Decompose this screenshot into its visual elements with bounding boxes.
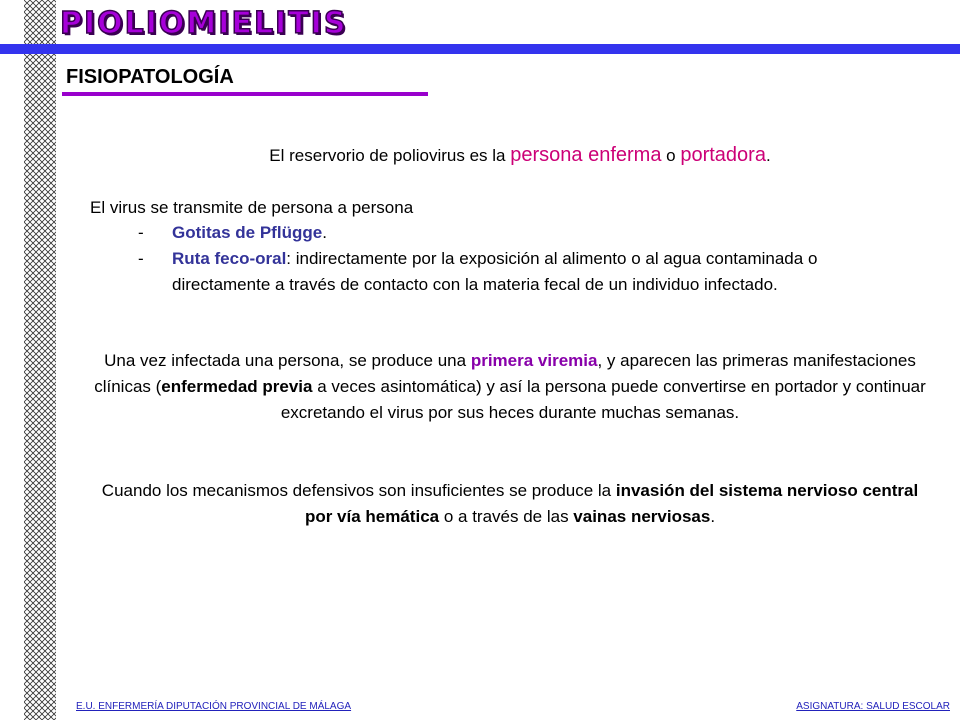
emphasis-enfermedad-previa: enfermedad previa (161, 377, 313, 396)
transmission-list (138, 220, 898, 298)
header-blue-bar (0, 44, 960, 54)
emphasis-gotitas: Gotitas de Pflügge (172, 223, 323, 242)
footer-institution-link[interactable]: E.U. ENFERMERÍA DIPUTACIÓN PROVINCIAL DE MÁLAGA (76, 701, 352, 712)
slide-subtitle: FISIOPATOLOGÍA (66, 66, 234, 88)
paragraph-viremia: Una vez infectada una persona, se produce una primera viremia, y aparecen las primeras manifestaciones clínicas (enfermedad previa a veces asintomática) y así la persona puede convertirse en portador y continuar excretando el virus por sus heces durante muchas semanas. (94, 351, 926, 422)
paragraph-reservoir: El reservorio de poliovirus es la persona enferma o portadora. (269, 144, 771, 166)
list-item: - Gotitas de Pflügge. (138, 223, 327, 242)
emphasis-invasion: invasión del sistema nervioso central por vía hemática (304, 481, 919, 526)
hatch-pattern-border (0, 0, 58, 720)
list-item: - Ruta feco-oral: indirectamente por la exposición al alimento o al agua contaminada o directamente a través de contacto con la materia fecal de un individuo infectado. (138, 249, 818, 294)
emphasis-ruta-feco-oral: Ruta feco-oral (172, 249, 287, 268)
footer-subject-link[interactable]: ASIGNATURA: SALUD ESCOLAR (796, 701, 950, 712)
emphasis-portadora: portadora (680, 144, 766, 166)
subtitle-purple-underline (62, 92, 428, 96)
slide-title: PIOLIOMIELITIS (60, 6, 348, 41)
emphasis-persona-enferma: persona enferma (510, 144, 662, 166)
emphasis-vainas-nerviosas: vainas nerviosas (573, 507, 711, 526)
paragraph-transmission-intro: El virus se transmite de persona a persona (90, 198, 414, 217)
emphasis-primera-viremia: primera viremia (470, 351, 598, 370)
paragraph-invasion: Cuando los mecanismos defensivos son insuficientes se produce la invasión del sistema nervioso central por vía hemática o a través de las vainas nerviosas. (101, 481, 919, 526)
